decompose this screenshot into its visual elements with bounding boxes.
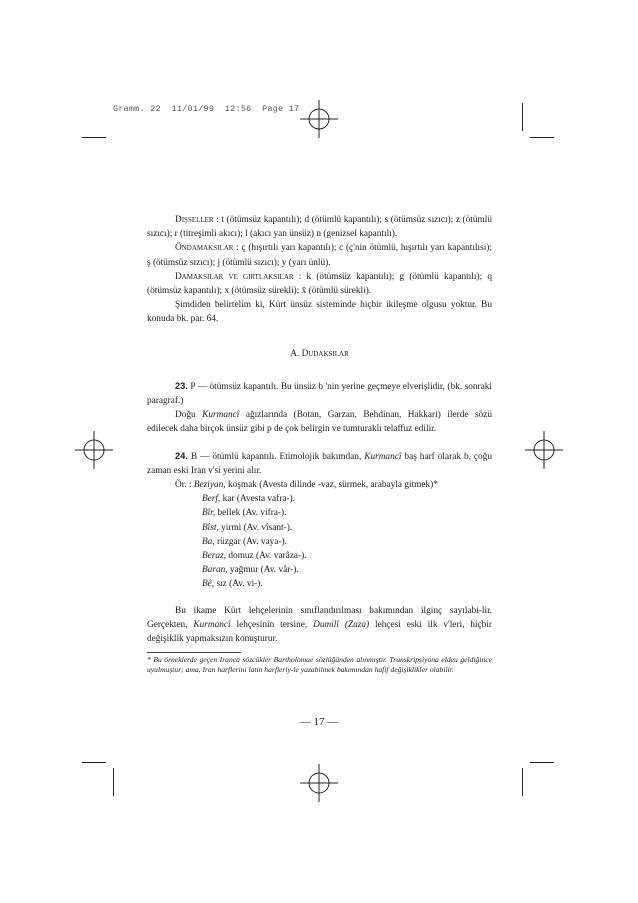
example-line: Bê, sız (Av. vi-). bbox=[202, 579, 263, 590]
crop-mark bbox=[113, 768, 114, 796]
footnote-rule bbox=[147, 652, 241, 653]
example-line: Ör. : Beziyan, koşmak (Avesta dilinde -vaz, sürmek, arabayla gitmek)* bbox=[175, 480, 438, 491]
footnote: * Bu örneklerde geçen Iranca sözcükler Bartholomae sözlüğünden alınmıştır. Transkripsiyona eldeu geldiğince uyulmuştur; ama, Iran harflerini latin harfleriy-le yazabilmek bakımından hafif değişiklikler olabilir. bbox=[147, 655, 492, 675]
example-line: Bîr, bellek (Av. vifra-). bbox=[202, 508, 287, 519]
paragraph-dental: Dişseller : t (ötümsüz kapantılı); d (ötümlü kapantılı); s (ötümsüz sızıcı); z (ötümlü sızıcı); r (titreşimli akıcı); l (akıcı yan ünsüz) n (genizsel kapantılı). bbox=[147, 215, 492, 240]
example-line: Beraz, domuz (Av. varâza-). bbox=[202, 551, 307, 562]
crop-mark bbox=[522, 103, 523, 131]
section-heading: A. Dudaksılar bbox=[290, 348, 349, 359]
crop-mark bbox=[82, 762, 106, 763]
paragraph-23: 23. P — ötümsüz kapantılı. Bu ünsüz b 'nin yerine geçmeye elverişlidir, (bk. sonraki paragraf.) bbox=[147, 380, 492, 407]
crop-mark bbox=[522, 768, 523, 796]
paragraph-24: 24. B — ötümlü kapantılı. Etimolojik bakımdan, Kurmancî baş harf olarak b, çoğu zaman eski Iran v'si yerini alır. bbox=[147, 450, 492, 476]
registration-mark-icon bbox=[525, 431, 563, 469]
paragraph-23b: Doğu Kurmancî ağızlarında (Botan, Garzan, Behdinan, Hakkari) ilerde sözü edilecek daha birçok ünsüz gibi p de çok belirgin ve tumturaklı telaffuz edilir. bbox=[147, 410, 492, 435]
crop-mark bbox=[530, 762, 554, 763]
page-number: — 17 — bbox=[299, 716, 339, 728]
paragraph-last: Bu ikame Kürt lehçelerinin sınıflandırılması bakımından ilginç sayılabi-lir. Gerçekten, Kurmancî lehçesinin tersine, Dumilî (Zaza) lehçesi eski ilk v'leri, hiçbir değişiklik yapmaksızın konuşturur. bbox=[147, 605, 492, 645]
example-line: Baran, yağmur (Av. vâr-). bbox=[202, 565, 299, 576]
main-text bbox=[147, 213, 492, 675]
registration-mark-icon bbox=[300, 764, 338, 802]
print-slug: Gramm. 22 11/01/99 12:56 Page 17 bbox=[113, 104, 300, 114]
registration-mark-icon bbox=[75, 431, 113, 469]
example-line: Berf, kar (Avesta vafra-). bbox=[202, 494, 296, 505]
registration-mark-icon bbox=[300, 100, 338, 138]
paragraph-note: Şimdiden belirtelim ki, Kürt ünsüz sisteminde hiçbir ikileşme olgusu yoktur. Bu konuda bk. par. 64. bbox=[147, 300, 492, 325]
paragraph-velar: Damaksılar ve gırtlaksılar : k (ötümsüz kapantılı); g (ötümlü kapantılı); q (ötümsüz kapantılı); x (ötümsüz sürekli); x̄ (ötümlü sürekli). bbox=[147, 271, 492, 297]
crop-mark bbox=[82, 137, 106, 138]
crop-mark bbox=[530, 137, 554, 138]
paragraph-palatal: Öndamaksılar : ç (hışırtılı yarı kapantılı); c (ç'nin ötümlü, hışırtılı yarı kapantılısı); ş (ötümsüz sızıcı); j (ötümlü sızıcı); y (yarı ünlü). bbox=[147, 243, 492, 268]
example-line: Bîst, yirmi (Av. vîsant-). bbox=[202, 522, 293, 533]
example-line: Ba, rüzgar (Av. vaya-). bbox=[202, 536, 287, 547]
